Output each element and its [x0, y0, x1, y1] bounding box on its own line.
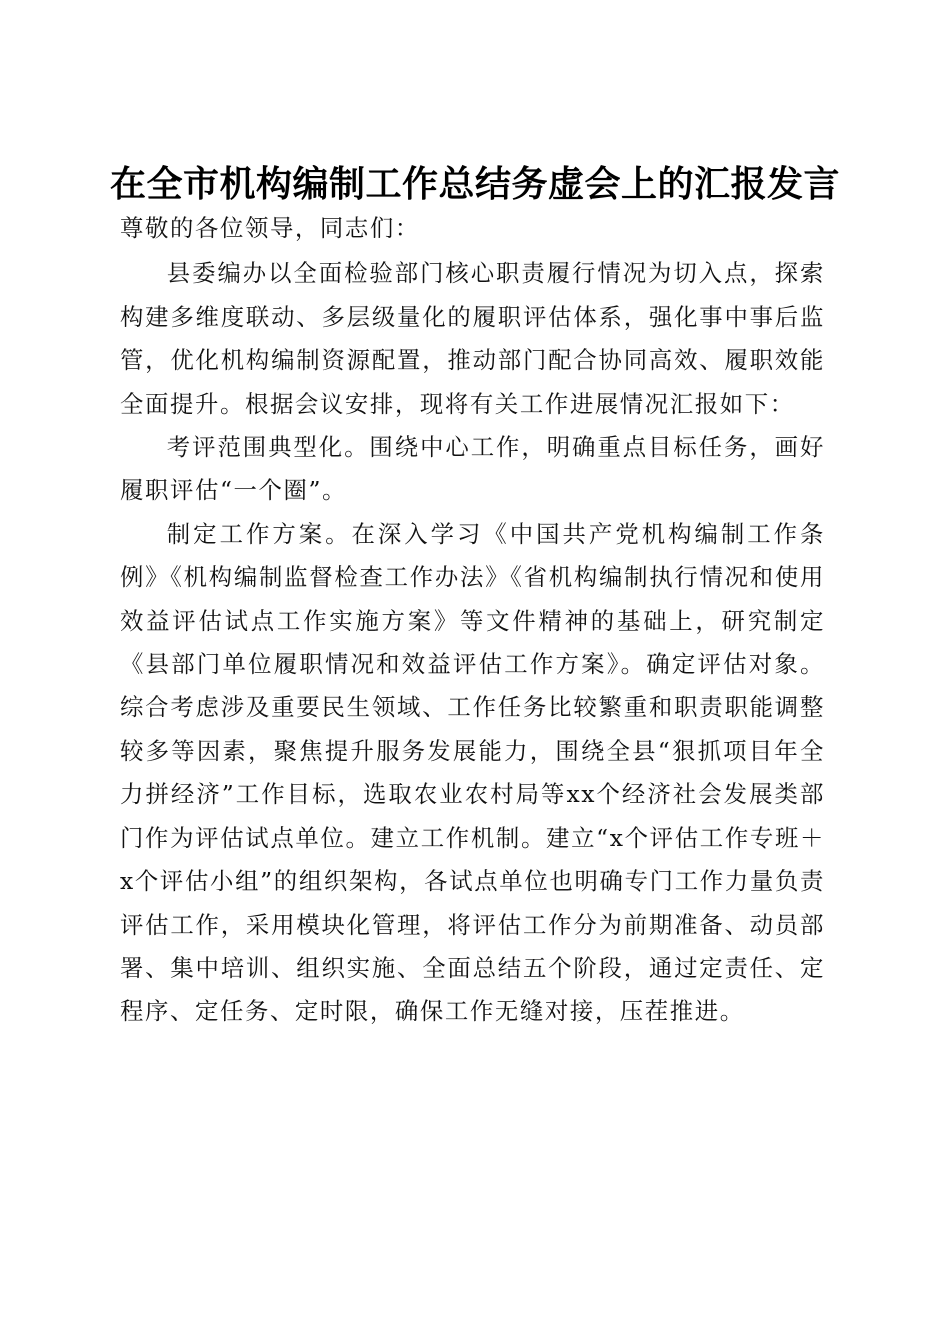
- paragraph-work-plan: 制定工作方案。在深入学习《中国共产党机构编制工作条例》《机构编制监督检查工作办法》《省机构编制执行情况和使用效益评估试点工作实施方案》等文件精神的基础上，研究制定《县部门单位履职情况和效益评估工作方案》。确定评估对象。综合考虑涉及重要民生领域、工作任务比较繁重和职责职能调整较多等因素，聚焦提升服务发展能力，围绕全县“狠抓项目年全力拼经济”工作目标，选取农业农村局等xx个经济社会发展类部门作为评估试点单位。建立工作机制。建立“x个评估工作专班＋x个评估小组”的组织架构，各试点单位也明确专门工作力量负责评估工作，采用模块化管理，将评估工作分为前期准备、动员部署、集中培训、组织实施、全面总结五个阶段，通过定责任、定程序、定任务、定时限，确保工作无缝对接，压茬推进。: [120, 519, 825, 1026]
- document-title: 在全市机构编制工作总结务虚会上的汇报发言: [109, 163, 840, 206]
- document-body: [120, 207, 825, 1034]
- paragraph-intro: 县委编办以全面检验部门核心职责履行情况为切入点，探索构建多维度联动、多层级量化的履职评估体系，强化事中事后监管，优化机构编制资源配置，推动部门配合协同高效、履职效能全面提升。根据会议安排，现将有关工作进展情况汇报如下：: [120, 259, 825, 418]
- greeting-line: 尊敬的各位领导，同志们：: [120, 214, 420, 242]
- paragraph-section-heading: 考评范围典型化。围绕中心工作，明确重点目标任务，画好履职评估“一个圈”。: [120, 433, 825, 505]
